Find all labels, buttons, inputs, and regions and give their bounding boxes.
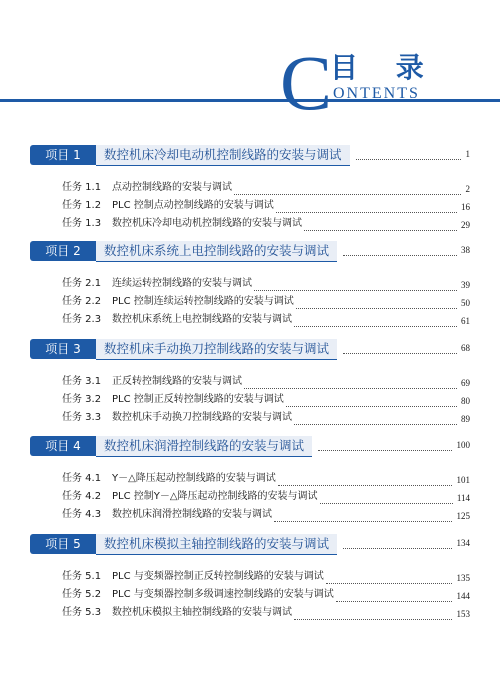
task-entry[interactable] [62,180,470,196]
task-entry[interactable] [62,294,470,310]
task-entry[interactable] [62,374,470,390]
task-entry[interactable] [62,410,470,426]
leader-dots [244,374,457,389]
task-title: PLC 控制Y－△降压起动控制线路的安装与调试 [112,489,320,505]
leader-dots [294,410,457,425]
task-title: PLC 控制连续运转控制线路的安装与调试 [112,294,296,310]
project-entry[interactable] [30,339,470,359]
project-title: 数控机床润滑控制线路的安装与调试 [96,436,312,457]
project-title: 数控机床手动换刀控制线路的安装与调试 [96,339,337,360]
task-page-number: 153 [456,609,470,619]
task-number: 任务 1.1 [62,182,102,193]
task-title: 点动控制线路的安装与调试 [112,180,234,196]
task-number: 任务 3.1 [62,376,102,387]
task-page-number: 16 [461,202,470,212]
leader-dots [276,198,457,213]
task-title: PLC 控制正反转控制线路的安装与调试 [112,392,286,408]
task-number: 任务 1.3 [62,218,102,229]
leader-dots [343,241,457,256]
leader-dots [254,276,457,291]
task-number: 任务 4.2 [62,491,102,502]
task-entry[interactable] [62,489,470,505]
contents-title-cn: 目 录 [330,51,438,84]
leader-dots [294,312,457,327]
project-page-number: 100 [456,440,470,450]
task-title: Y－△降压起动控制线路的安装与调试 [112,471,278,487]
task-entry[interactable] [62,276,470,292]
contents-title-en: ONTENTS [333,85,420,102]
project-badge: 项目 4 [30,436,96,456]
task-title: 连续运转控制线路的安装与调试 [112,276,254,292]
task-title: 数控机床冷却电动机控制线路的安装与调试 [112,216,304,232]
task-entry[interactable] [62,507,470,523]
task-title: PLC 控制点动控制线路的安装与调试 [112,198,276,214]
task-title: 数控机床模拟主轴控制线路的安装与调试 [112,605,294,621]
task-title: 数控机床手动换刀控制线路的安装与调试 [112,410,294,426]
task-page-number: 101 [456,475,470,485]
task-title: 正反转控制线路的安装与调试 [112,374,244,390]
leader-dots [234,180,461,195]
task-page-number: 50 [461,298,470,308]
leader-dots [343,339,457,354]
project-entry[interactable] [30,436,470,456]
task-number: 任务 5.3 [62,607,102,618]
task-page-number: 39 [461,280,470,290]
task-number: 任务 3.3 [62,412,102,423]
task-number: 任务 5.2 [62,589,102,600]
leader-dots [343,534,452,549]
task-entry[interactable] [62,392,470,408]
task-entry[interactable] [62,471,470,487]
leader-dots [274,507,452,522]
task-number: 任务 2.1 [62,278,102,289]
task-page-number: 114 [456,493,470,503]
task-page-number: 144 [456,591,470,601]
project-badge: 项目 5 [30,534,96,554]
project-entry[interactable] [30,534,470,554]
task-entry[interactable] [62,587,470,603]
project-badge: 项目 1 [30,145,96,165]
leader-dots [326,569,452,584]
project-entry[interactable] [30,145,470,165]
leader-dots [296,294,457,309]
task-title: 数控机床系统上电控制线路的安装与调试 [112,312,294,328]
task-page-number: 135 [456,573,470,583]
task-entry[interactable] [62,312,470,328]
task-page-number: 61 [461,316,470,326]
task-page-number: 80 [461,396,470,406]
task-title: 数控机床润滑控制线路的安装与调试 [112,507,274,523]
leader-dots [336,587,452,602]
task-number: 任务 5.1 [62,571,102,582]
task-number: 任务 1.2 [62,200,102,211]
project-badge: 项目 2 [30,241,96,261]
contents-header [0,0,500,126]
leader-dots [304,216,457,231]
task-number: 任务 4.1 [62,473,102,484]
leader-dots [294,605,452,620]
task-page-number: 69 [461,378,470,388]
task-number: 任务 3.2 [62,394,102,405]
task-title: PLC 与变频器控制正反转控制线路的安装与调试 [112,569,326,585]
task-number: 任务 2.2 [62,296,102,307]
project-page-number: 1 [465,149,470,159]
leader-dots [356,145,461,160]
project-page-number: 68 [461,343,470,353]
task-page-number: 125 [456,511,470,521]
header-rule [0,99,500,102]
task-entry[interactable] [62,605,470,621]
task-title: PLC 与变频器控制多级调速控制线路的安装与调试 [112,587,336,603]
task-number: 任务 4.3 [62,509,102,520]
leader-dots [286,392,457,407]
project-title: 数控机床模拟主轴控制线路的安装与调试 [96,534,337,555]
project-title: 数控机床系统上电控制线路的安装与调试 [96,241,337,262]
contents-big-letter: C [280,39,333,126]
project-page-number: 134 [456,538,470,548]
task-entry[interactable] [62,569,470,585]
leader-dots [278,471,452,486]
project-page-number: 38 [461,245,470,255]
leader-dots [320,489,453,504]
project-title: 数控机床冷却电动机控制线路的安装与调试 [96,145,350,166]
project-badge: 项目 3 [30,339,96,359]
task-page-number: 2 [465,184,470,194]
task-number: 任务 2.3 [62,314,102,325]
task-entry[interactable] [62,198,470,214]
project-entry[interactable] [30,241,470,261]
task-page-number: 89 [461,414,470,424]
task-entry[interactable] [62,216,470,232]
leader-dots [318,436,452,451]
task-page-number: 29 [461,220,470,230]
